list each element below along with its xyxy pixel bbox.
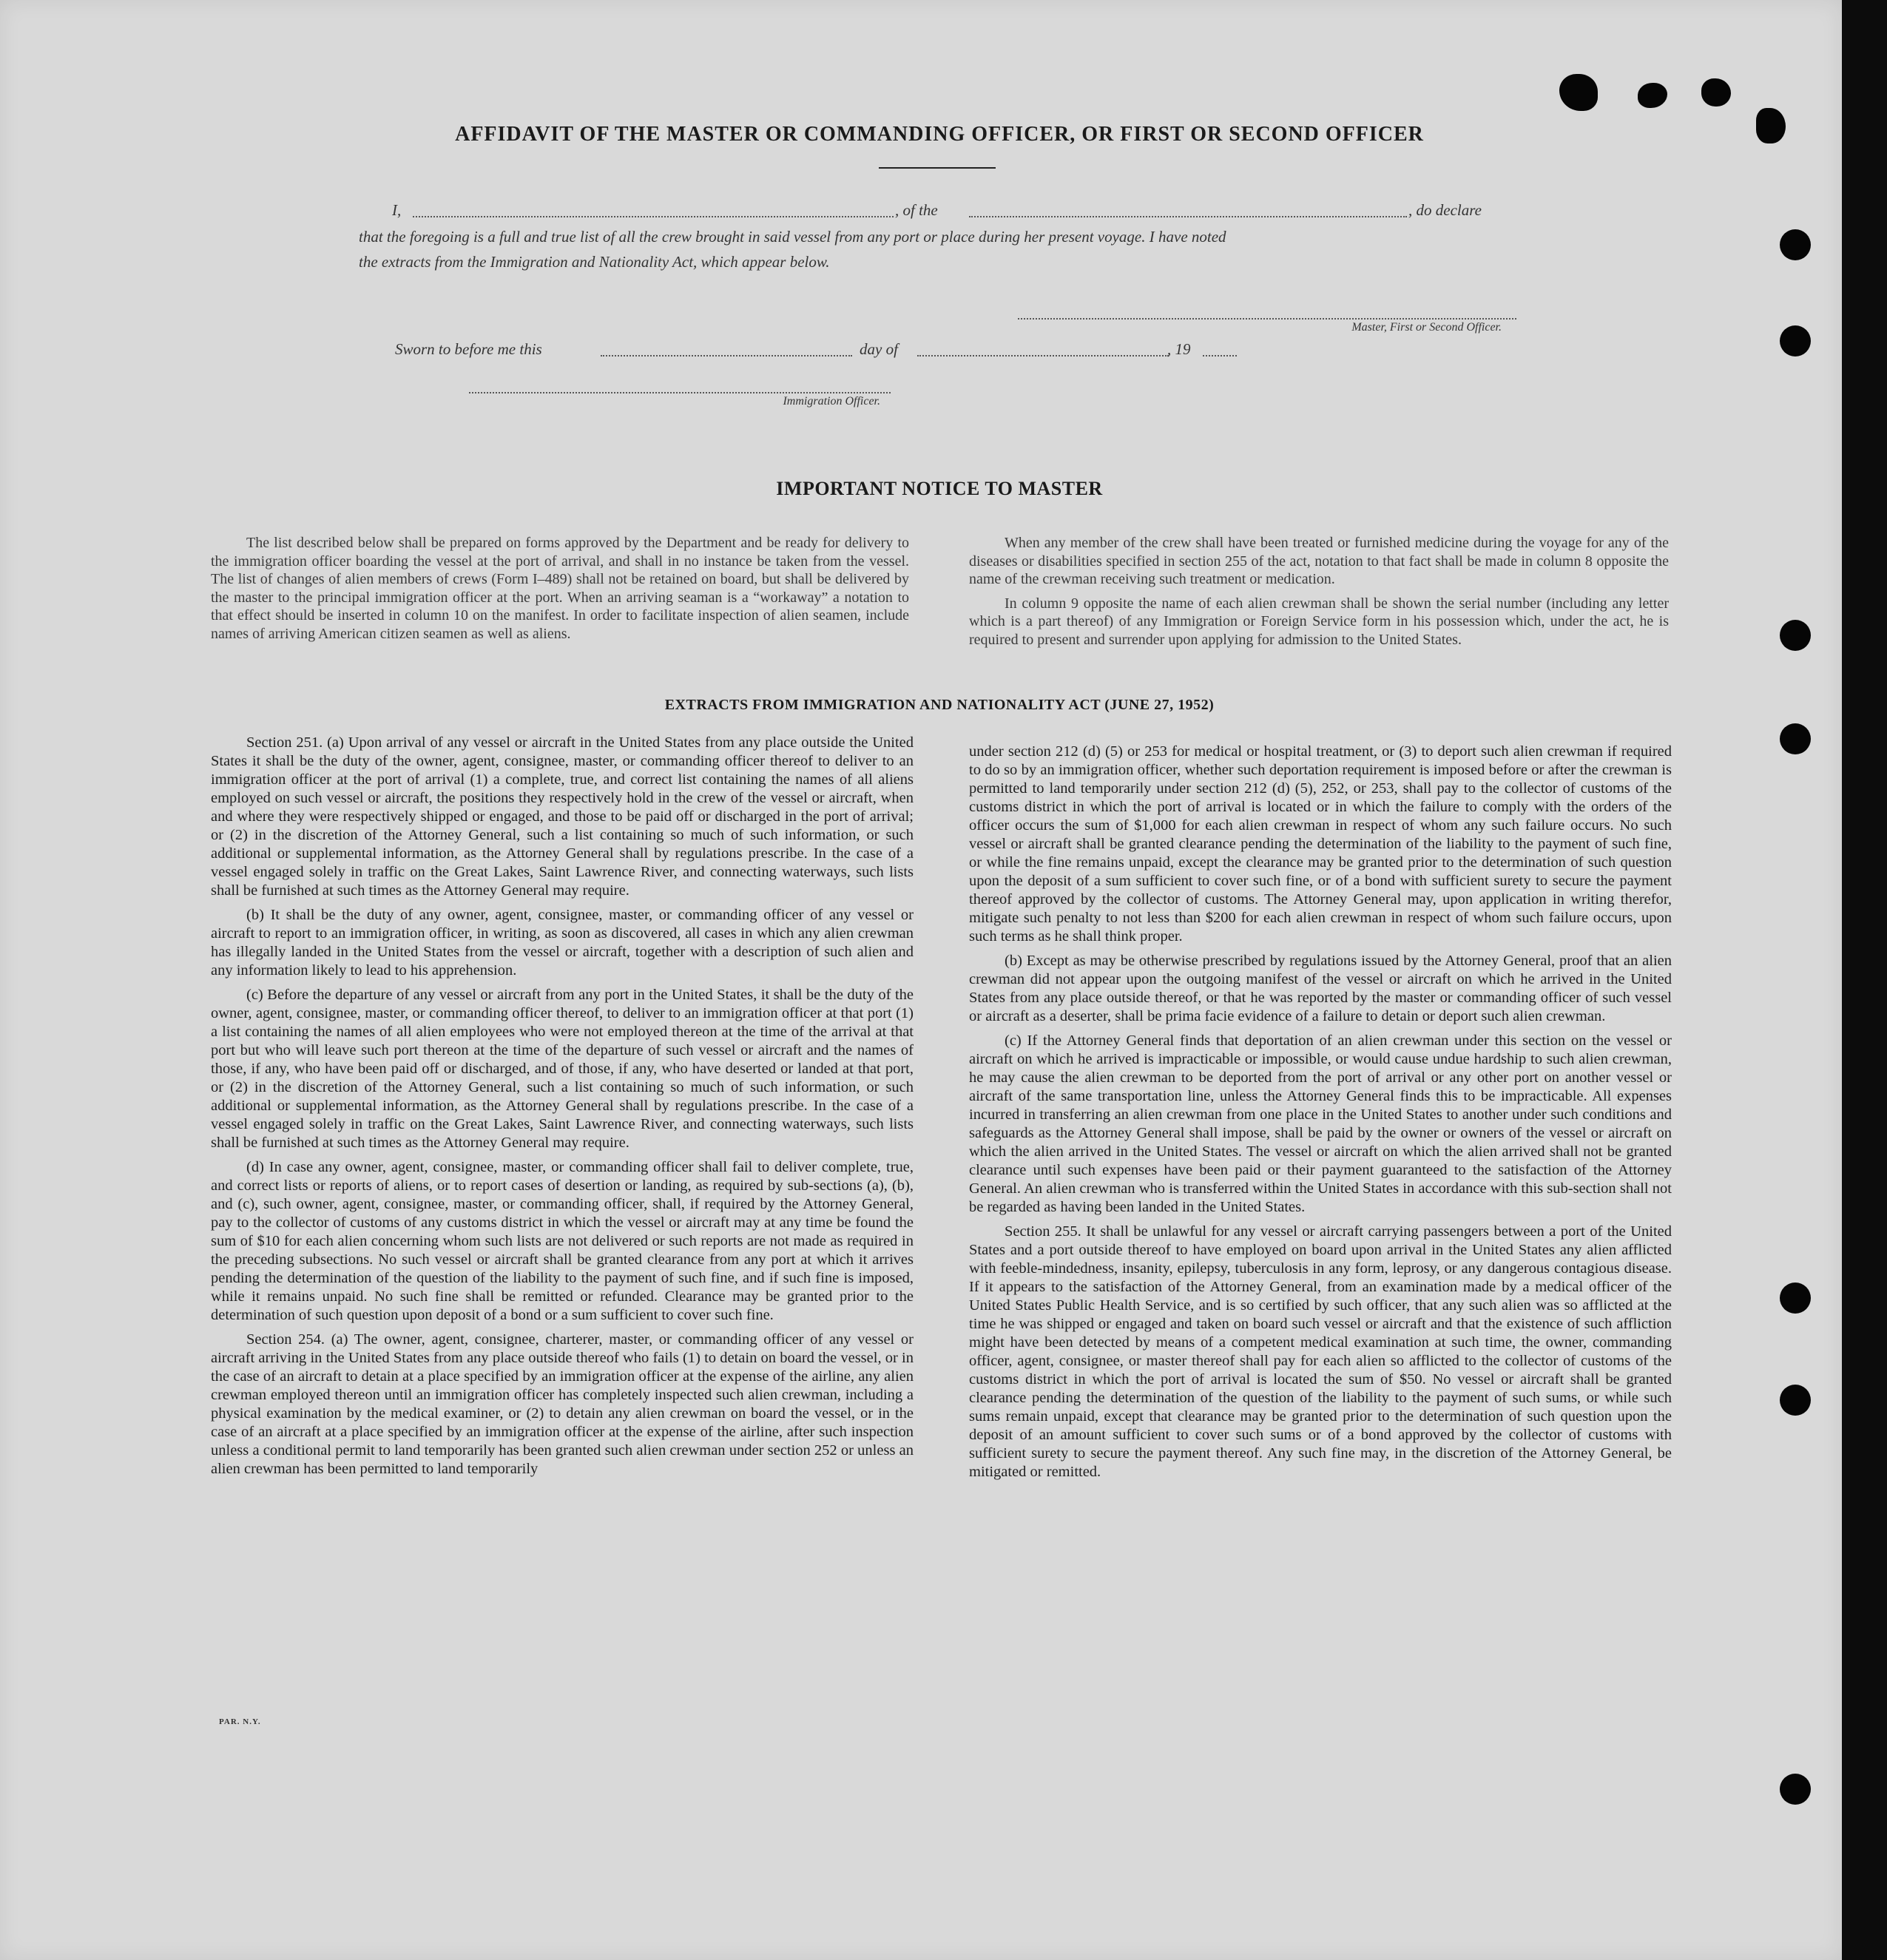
printer-mark: PAR. N.Y. bbox=[219, 1717, 261, 1726]
notice-left-column bbox=[211, 534, 909, 649]
extracts-right-column bbox=[969, 743, 1672, 1487]
sworn-label: Sworn to before me this bbox=[395, 340, 542, 358]
section-254-b: (b) Except as may be otherwise prescribed by regulations issued by the Attorney General, proof that an alien crewman did not appear upon the outgoing manifest of the vessel or aircraft on which he arrived in the United States from any place outside thereof, or that he was reported by the master or commanding officer of such vessel or aircraft as a deserter, shall be prima facie evidence of a failure to detain or deport such alien crewman. bbox=[969, 953, 1672, 1024]
extracts-title: EXTRACTS FROM IMMIGRATION AND NATIONALITY ACT (JUNE 27, 1952) bbox=[664, 697, 1215, 713]
extracts-left-column bbox=[211, 734, 914, 1484]
name-field-line bbox=[413, 216, 894, 217]
vessel-field-line bbox=[969, 216, 1407, 217]
officer-signature-line bbox=[469, 392, 891, 393]
notice-paragraph: When any member of the crew shall have been treated or furnished medicine during the voyage for any of the diseases or disabilities specified in section 255 of the act, notation to that fact shall be made in column 8 opposite the name of the crewman receiving such treatment or medication. bbox=[969, 535, 1669, 587]
sworn-day-line bbox=[601, 355, 852, 356]
punch-hole bbox=[1780, 723, 1811, 754]
punch-hole bbox=[1780, 620, 1811, 651]
punch-hole bbox=[1780, 229, 1811, 260]
section-251-d: (d) In case any owner, agent, consignee, master, or commanding officer shall fail to deliver complete, true, and correct lists or reports of aliens, or to report cases of desertion or landing, as required by sub-sections (a), (b), and (c), such owner, agent, consignee, master, or commanding officer, shall, if required by the Attorney General, pay to the collector of customs of any customs district in which the vessel or aircraft may at any time be found the sum of $10 for each alien concerning whom such lists are not delivered or such reports are not made as required in the preceding subsections. No such vessel or aircraft shall be granted clearance from any port at which it arrives pending the determination of the question of the liability to the payment of such fine, and if such fine is imposed, while it remains unpaid. No such fine shall be remitted or refunded. Clearance may be granted prior to the determination of such question upon deposit of a bond or a sum sufficient to cover such fine. bbox=[211, 1159, 914, 1323]
section-251-c: (c) Before the departure of any vessel or aircraft from any port in the United States, it shall be the duty of the owner, agent, consignee, master, or commanding officer thereof, to deliver to an immigration officer at that port (1) a list containing the names of all alien employees who were not employed thereon at the time of the arrival at that port but who will leave such port thereon at the time of the departure of such vessel or aircraft and the names of those, if any, who have been paid off or discharged, and of those, if any, who have deserted or landed at that port, or (2) in the discretion of the Attorney General, such a list containing so much of such information, or such additional or supplemental information, as the Attorney General shall by regulations prescribe. In the case of a vessel engaged solely in traffic on the Great Lakes, Saint Lawrence River, and connecting waterways, such lists shall be furnished at such times as the Attorney General may require. bbox=[211, 987, 914, 1151]
ink-blot bbox=[1701, 78, 1731, 107]
punch-hole bbox=[1780, 1385, 1811, 1416]
day-of-label: day of bbox=[860, 340, 898, 358]
sworn-month-line bbox=[917, 355, 1169, 356]
declaration-line-3: the extracts from the Immigration and Nationality Act, which appear below. bbox=[359, 253, 830, 271]
master-signature-caption: Master, First or Second Officer. bbox=[1351, 321, 1502, 334]
notice-title: IMPORTANT NOTICE TO MASTER bbox=[776, 478, 1103, 499]
declaration-line-2: that the foregoing is a full and true list of all the crew brought in said vessel from any port or place during her present voyage. I have noted bbox=[359, 228, 1226, 246]
section-251-a: Section 251. (a) Upon arrival of any vessel or aircraft in the United States from any place outside the United States it shall be the duty of the owner, agent, consignee, master, or commanding officer thereof to deliver to an immigration officer at the port of arrival (1) a complete, true, and correct list containing the names of all aliens employed on such vessel or aircraft, the positions they respectively hold in the crew of the vessel or aircraft, when and where they were respectively shipped or engaged, and those to be paid off or discharged in the port of arrival; or (2) in the discretion of the Attorney General, such a list containing so much of such information, or such additional or supplemental information, as the Attorney General shall by regulations prescribe. In the case of a vessel engaged solely in traffic on the Great Lakes, Saint Lawrence River, and connecting waterways, such lists shall be furnished at such times as the Attorney General may require. bbox=[211, 734, 914, 899]
year-field-line bbox=[1203, 355, 1237, 356]
notice-paragraph: The list described below shall be prepared on forms approved by the Department and be ready for delivery to the immigration officer boarding the vessel at the port of arrival, and shall in no instance be taken from the vessel. The list of changes of alien members of crews (Form I–489) shall not be retained on board, but shall be delivered by the master to the principal immigration officer at the port. When an arriving seaman is a “workaway” a notation to that effect should be inserted in column 10 on the manifest. In order to facilitate inspection of alien seamen, include names of arriving American citizen seamen as well as aliens. bbox=[211, 535, 909, 642]
section-255: Section 255. It shall be unlawful for any vessel or aircraft carrying passengers between a port of the United States and a port outside thereof to have employed on board upon arrival in the United States any alien afflicted with feeble-mindedness, insanity, epilepsy, tuberculosis in any form, leprosy, or any dangerous contagious disease. If it appears to the satisfaction of the Attorney General, from an examination made by a medical officer of the United States Public Health Service, and is so certified by such officer, that any such alien was so afflicted at the time he was shipped or engaged and taken on board such vessel or aircraft and that the existence of such affliction might have been detected by means of a competent medical examination at such time, the owner, commanding officer, agent, consignee, or master thereof shall pay for each alien so afflicted to the collector of customs of the customs district in which the port of arrival is located the sum of $50. No vessel or aircraft shall be granted clearance pending the determination of the question of the liability to the payment of such sums, or while such sums remain unpaid, except that clearance may be granted prior to the determination of such question upon the deposit of an amount sufficient to cover such sums or of a bond approved by the collector of customs with sufficient surety to secure the payment thereof. Any such fine may, in the discretion of the Attorney General, be mitigated or remitted. bbox=[969, 1223, 1672, 1480]
declaration-i: I, bbox=[392, 201, 402, 219]
title-divider bbox=[879, 167, 996, 169]
declaration-do-declare: , do declare bbox=[1408, 201, 1482, 219]
punch-hole bbox=[1780, 325, 1811, 356]
master-signature-line bbox=[1018, 318, 1516, 320]
section-254-c: (c) If the Attorney General finds that deportation of an alien crewman under this section on the vessel or aircraft on which he arrived is impracticable or impossible, or would cause undue hardship to such alien crewman, he may cause the alien crewman to be deported from the port of arrival or any other port on another vessel or aircraft of the same transportation line, unless the Attorney General finds this to be impracticable. All expenses incurred in transferring an alien crewman from one place in the United States to another under such conditions and safeguards as the Attorney General shall impose, shall be paid by the owner or owners of the vessel or aircraft on which the alien arrived in the United States. The vessel or aircraft on which the alien arrived shall not be granted clearance until such expenses have been paid or their payment guaranteed to the satisfaction of the Attorney General. An alien crewman who is transferred within the United States in accordance with this sub-section shall not be regarded as having been landed in the United States. bbox=[969, 1033, 1672, 1215]
officer-signature-caption: Immigration Officer. bbox=[783, 395, 880, 408]
punch-hole bbox=[1780, 1774, 1811, 1805]
year-label: , 19 bbox=[1167, 340, 1191, 358]
section-251-b: (b) It shall be the duty of any owner, agent, consignee, master, or commanding officer of any vessel or aircraft to report to an immigration officer, in writing, as soon as discovered, all cases in which any alien crewman has illegally landed in the United States from the vessel or aircraft, together with a description of such alien and any information likely to lead to his apprehension. bbox=[211, 907, 914, 979]
section-254-a-continued: under section 212 (d) (5) or 253 for medical or hospital treatment, or (3) to deport such alien crewman if required to do so by an immigration officer, whether such deportation requirement is imposed before or after the crewman is permitted to land temporarily under section 212 (d) (5), 252, or 253, shall pay to the collector of customs of the customs district in which the port of arrival is located or in which the failure to comply with the orders of the officer occurs the sum of $1,000 for each alien crewman in respect of whom any such failure occurs. No such vessel or aircraft shall be granted clearance pending the determination of the liability to the payment of such fine, or while the fine remains unpaid, except the clearance may be granted prior to the determination of such question upon the deposit of a sum sufficient to cover such fine, or of a bond with sufficient surety to secure the payment thereof approved by the collector of customs. The Attorney General may, upon application in writing therefor, mitigate such penalty to not less than $200 for each alien crewman in respect of whom such failure occurs, upon such terms as he shall think proper. bbox=[969, 743, 1672, 944]
notice-right-column bbox=[969, 534, 1669, 655]
declaration-of-the: , of the bbox=[895, 201, 938, 219]
affidavit-title: AFFIDAVIT OF THE MASTER OR COMMANDING OFFICER, OR FIRST OR SECOND OFFICER bbox=[455, 123, 1424, 146]
section-254-a: Section 254. (a) The owner, agent, consignee, charterer, master, or commanding officer of any vessel or aircraft arriving in the United States from any place outside thereof who fails (1) to detain on board the vessel, or in the case of an aircraft to detain at a place specified by an immigration officer at the expense of the airline, any alien crewman employed thereon until an immigration officer has completely inspected such alien crewman, including a physical examination by the medical examiner, or (2) to detain any alien crewman on board the vessel, or in the case of an aircraft at a place specified by an immigration officer at the expense of the airline, after such inspection unless a conditional permit to land temporarily has been granted such alien crewman under section 252 or unless an alien crewman has been permitted to land temporarily bbox=[211, 1331, 914, 1477]
notice-paragraph: In column 9 opposite the name of each alien crewman shall be shown the serial number (including any letter which is a part thereof) of any Immigration or Foreign Service form in his possession which, under the act, he is required to present and surrender upon applying for admission to the United States. bbox=[969, 595, 1669, 648]
punch-hole bbox=[1780, 1283, 1811, 1314]
